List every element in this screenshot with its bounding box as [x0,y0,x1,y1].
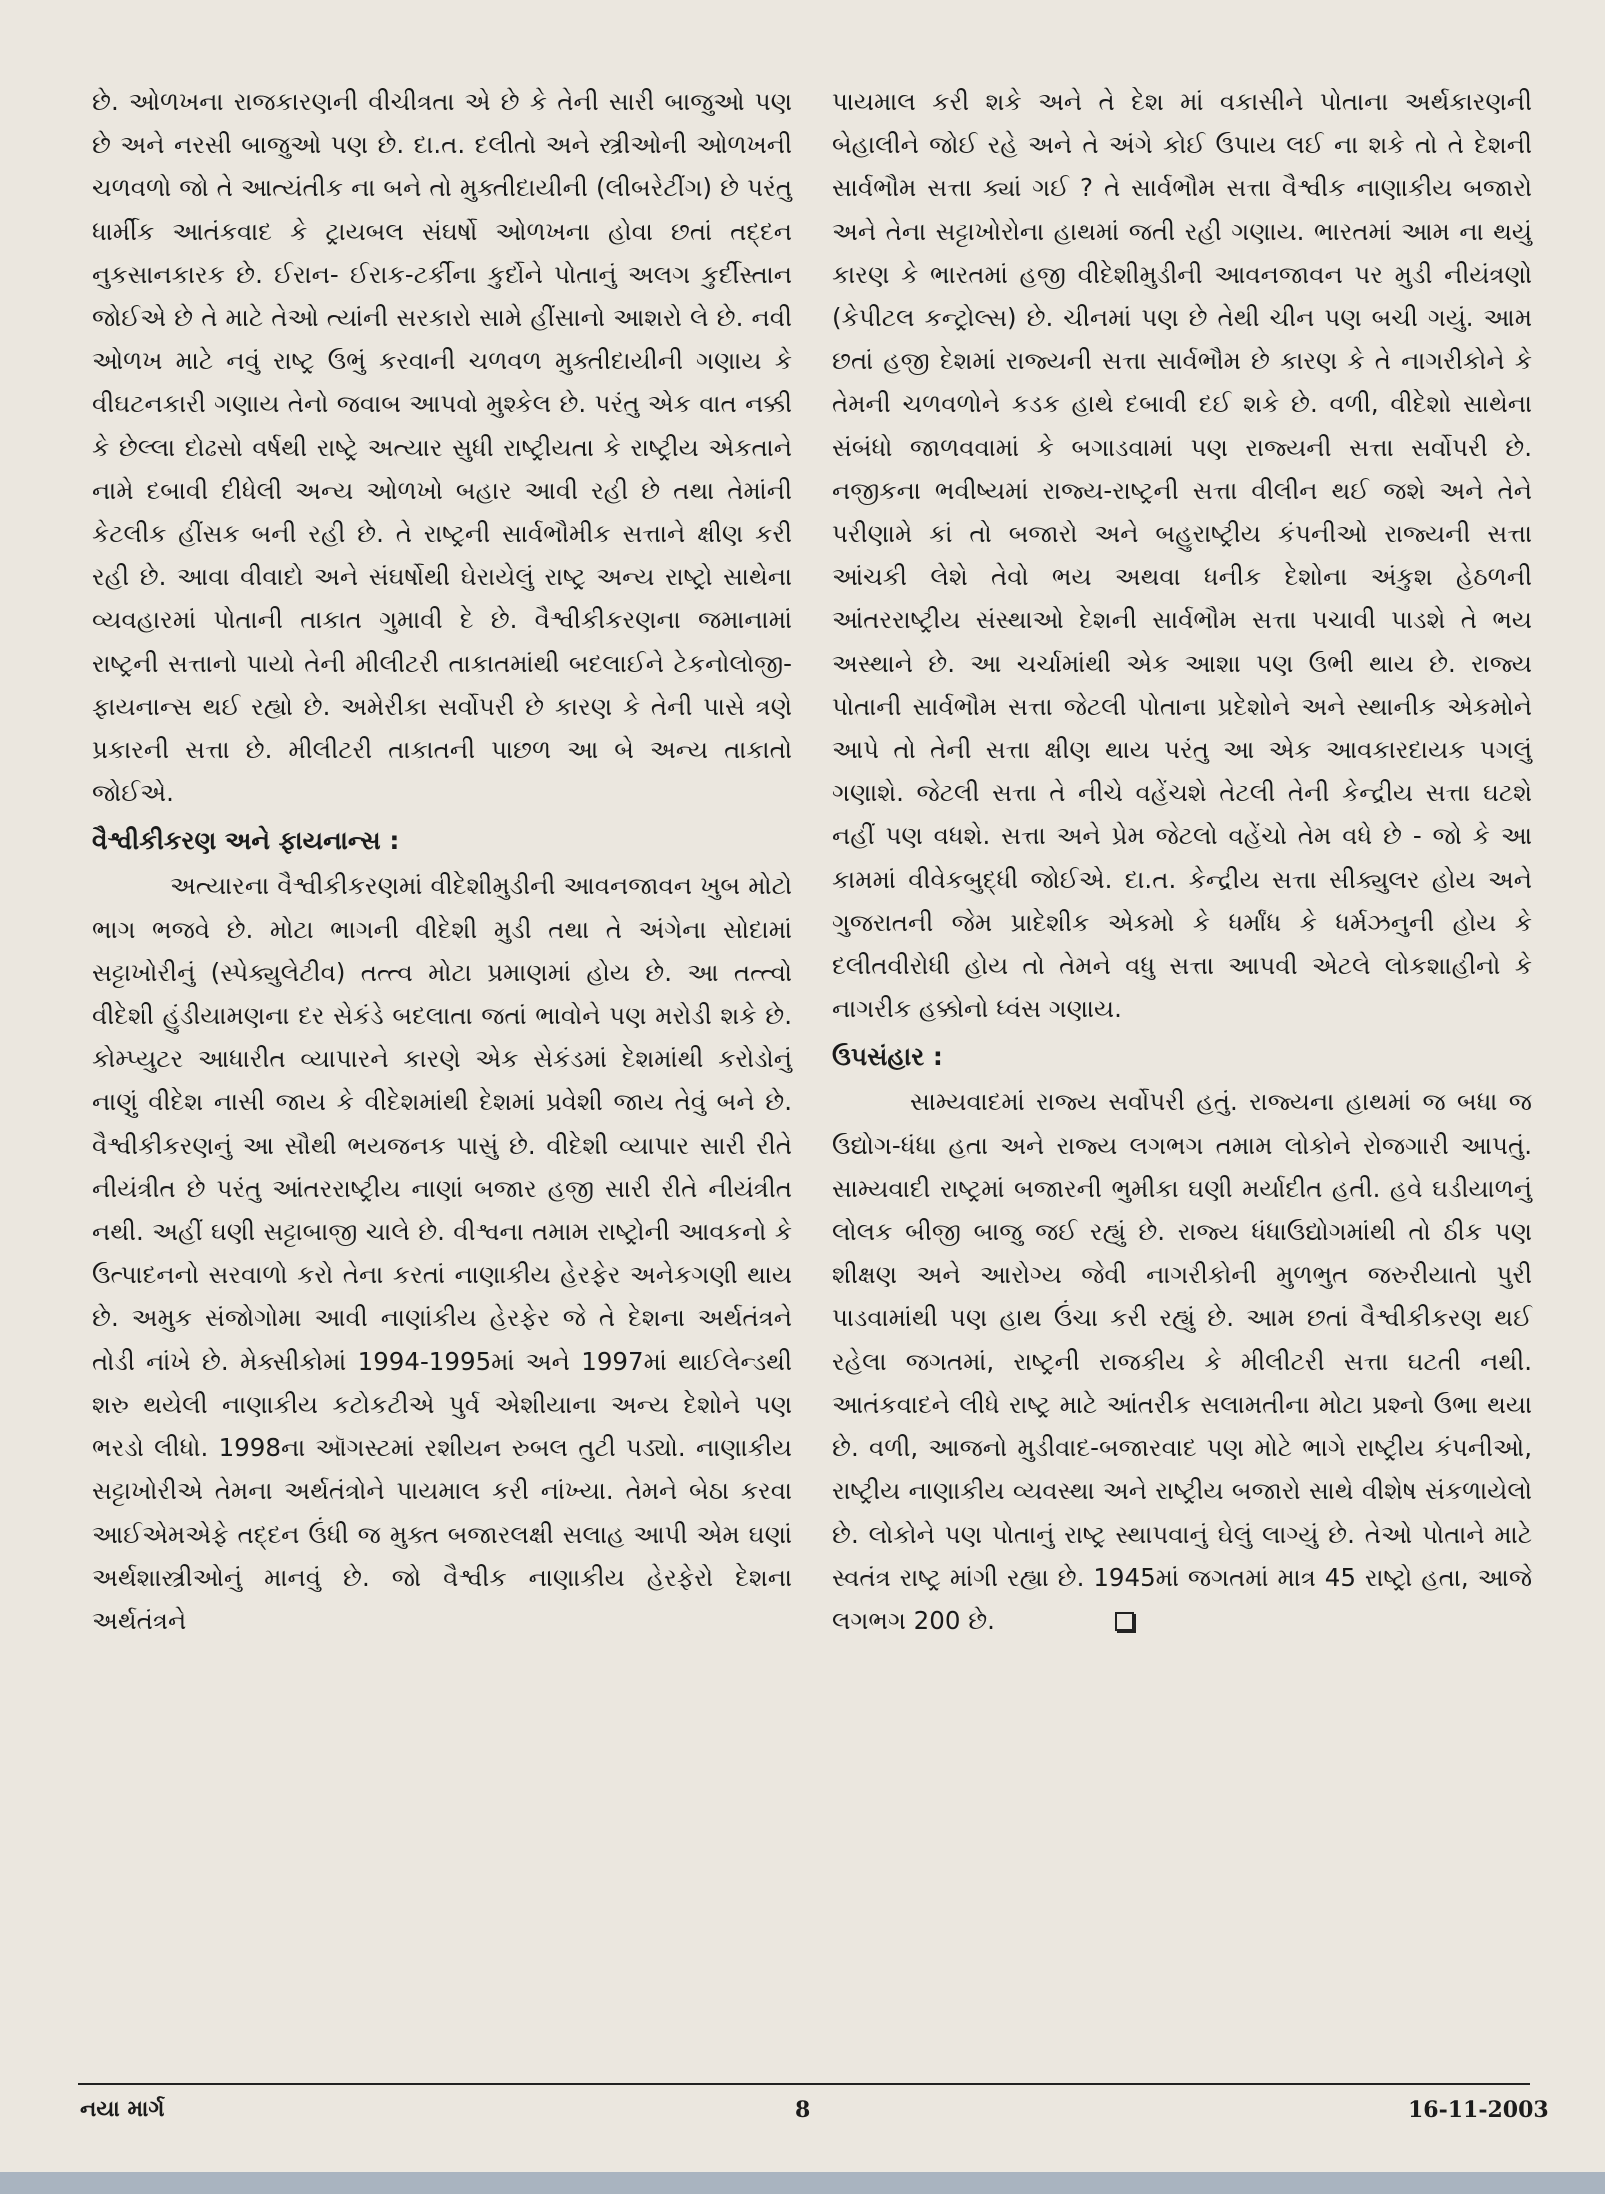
scan-edge [0,2172,1605,2194]
publication-name: નયા માર્ગ [80,2097,165,2122]
right-column [832,80,1532,1642]
left-column [92,80,792,1642]
paragraph [832,1080,1532,1642]
paragraph: પાયમાલ કરી શકે અને તે દેશ માં વકાસીને પોતાના અર્થકારણની બેહાલીને જોઈ રહે અને તે અંગે કોઈ ઉપાય લઈ ના શકે તો તે દેશની સાર્વભૌમ સત્તા ક્યાં ગઈ ? તે સાર્વભૌમ સત્તા વૈશ્વીક નાણાકીય બજારો અને તેના સટ્ટાખોરોના હાથમાં જતી રહી ગણાય. ભારતમાં આમ ના થયું કારણ કે ભારતમાં હજી વીદેશીમુડીની આવનજાવન પર મુડી નીયંત્રણો (કેપીટલ કન્ટ્રોલ્સ) છે. ચીનમાં પણ છે તેથી ચીન પણ બચી ગયું. આમ છતાં હજી દેશમાં રાજ્યની સત્તા સાર્વભૌમ છે કારણ કે તે નાગરીકોને કે તેમની ચળવળોને કડક હાથે દબાવી દઈ શકે છે. વળી, વીદેશો સાથેના સંબંધો જાળવવામાં કે બગાડવામાં પણ રાજ્યની સત્તા સર્વોપરી છે. નજીકના ભવીષ્યમાં રાજ્ય-રાષ્ટ્રની સત્તા વીલીન થઈ જશે અને તેને પરીણામે કાં તો બજારો અને બહુરાષ્ટ્રીય કંપનીઓ રાજ્યની સત્તા આંચકી લેશે તેવો ભય અથવા ધનીક દેશોના અંકુશ હેઠળની આંતરરાષ્ટ્રીય સંસ્થાઓ દેશની સાર્વભૌમ સત્તા પચાવી પાડશે તે ભય અસ્થાને છે. આ ચર્ચામાંથી એક આશા પણ ઉભી થાય છે. રાજ્ય પોતાની સાર્વભૌમ સત્તા જેટલી પોતાના પ્રદેશોને અને સ્થાનીક એકમોને આપે તો તેની સત્તા ક્ષીણ થાય પરંતુ આ એક આવકારદાયક પગલું ગણાશે. જેટલી સત્તા તે નીચે વહેંચશે તેટલી તેની કેન્દ્રીય સત્તા ઘટશે નહીં પણ વધશે. સત્તા અને પ્રેમ જેટલો વહેંચો તેમ વધે છે - જો કે આ કામમાં વીવેકબુદ્ધી જોઈએ. દા.ત. કેન્દ્રીય સત્તા સીક્યુલર હોય અને ગુજરાતની જેમ પ્રાદેશીક એકમો કે ધર્માંધ કે ધર્મઝનુની હોય કે દલીતવીરોધી હોય તો તેમને વધુ સત્તા આપવી એટલે લોકશાહીનો કે નાગરીક હક્કોનો ધ્વંસ ગણાય. [832,87,1532,1024]
section-heading: વૈશ્વીકીકરણ અને ફાયનાન્સ : [92,826,400,856]
section-heading: ઉપસંહાર : [832,1042,943,1072]
page-number: 8 [795,2097,811,2123]
issue-date: 16-11-2003 [1408,2097,1549,2123]
paragraph: અત્યારના વૈશ્વીકીકરણમાં વીદેશીમુડીની આવનજાવન ખુબ મોટો ભાગ ભજવે છે. મોટા ભાગની વીદેશી મુડી તથા તે અંગેના સોદામાં સટ્ટાખોરીનું (સ્પેક્યુલેટીવ) તત્ત્વ મોટા પ્રમાણમાં હોય છે. આ તત્ત્વો વીદેશી હુંડીયામણના દર સેકંડે બદલાતા જતાં ભાવોને પણ મરોડી શકે છે. કોમ્પ્યુટર આધારીત વ્યાપારને કારણે એક સેકંડમાં દેશમાંથી કરોડોનું નાણું વીદેશ નાસી જાય કે વીદેશમાંથી દેશમાં પ્રવેશી જાય તેવું બને છે. વૈશ્વીકીકરણનું આ સૌથી ભયજનક પાસું છે. વીદેશી વ્યાપાર સારી રીતે નીયંત્રીત છે પરંતુ આંતરરાષ્ટ્રીય નાણાં બજાર હજી સારી રીતે નીયંત્રીત નથી. અહીં ઘણી સટ્ટાબાજી ચાલે છે. વીશ્વના તમામ રાષ્ટ્રોની આવકનો કે ઉત્પાદનનો સરવાળો કરો તેના કરતાં નાણાકીય હેરફેર અનેકગણી થાય છે. અમુક સંજોગોમા આવી નાણાંકીય હેરફેર જે તે દેશના અર્થતંત્રને તોડી નાંખે છે. મેક્સીકોમાં 1994-1995માં અને 1997માં થાઈલેન્ડથી શરુ થયેલી નાણાકીય કટોકટીએ પુર્વ એશીયાના અન્ય દેશોને પણ ભરડો લીધો. 1998ના ઑગસ્ટમાં રશીયન રુબલ તુટી પડ્યો. નાણાકીય સટ્ટાખોરીએ તેમના અર્થતંત્રોને પાયમાલ કરી નાંખ્યા. તેમને બેઠા કરવા આઈએમએફે તદ્દન ઉંધી જ મુક્ત બજારલક્ષી સલાહ આપી એમ ઘણાં અર્થશાસ્ત્રીઓનું માનવું છે. જો વૈશ્વીક નાણાકીય હેરફેરો દેશના અર્થતંત્રને [92,871,792,1635]
footer-divider [78,2083,1530,2085]
paragraph: છે. ઓળખના રાજકારણની વીચીત્રતા એ છે કે તેની સારી બાજુઓ પણ છે અને નરસી બાજુઓ પણ છે. દા.ત. દલીતો અને સ્ત્રીઓની ઓળખની ચળવળો જો તે આત્યંતીક ના બને તો મુક્તીદાયીની (લીબરેટીંગ) છે પરંતુ ધાર્મીક આતંકવાદ કે ટ્રાયબલ સંઘર્ષો ઓળખના હોવા છતાં તદ્દન નુકસાનકારક છે. ઈરાન- ઈરાક-ટર્કીના કુર્દોને પોતાનું અલગ કુર્દીસ્તાન જોઈએ છે તે માટે તેઓ ત્યાંની સરકારો સામે હીંસાનો આશરો લે છે. નવી ઓળખ માટે નવું રાષ્ટ્ર ઉભું કરવાની ચળવળ મુક્તીદાયીની ગણાય કે વીઘટનકારી ગણાય તેનો જવાબ આપવો મુશ્કેલ છે. પરંતુ એક વાત નક્કી કે છેલ્લા દોઢસો વર્ષથી રાષ્ટ્રે અત્યાર સુધી રાષ્ટ્રીયતા કે રાષ્ટ્રીય એકતાને નામે દબાવી દીધેલી અન્ય ઓળખો બહાર આવી રહી છે તથા તેમાંની કેટલીક હીંસક બની રહી છે. તે રાષ્ટ્રની સાર્વભૌમીક સત્તાને ક્ષીણ કરી રહી છે. આવા વીવાદો અને સંઘર્ષોથી ઘેરાયેલું રાષ્ટ્ર અન્ય રાષ્ટ્રો સાથેના વ્યવહારમાં પોતાની તાકાત ગુમાવી દે છે. વૈશ્વીકીકરણના જમાનામાં રાષ્ટ્રની સત્તાનો પાયો તેની મીલીટરી તાકાતમાંથી બદલાઈને ટેકનોલોજી-ફાયનાન્સ થઈ રહ્યો છે. અમેરીકા સર્વોપરી છે કારણ કે તેની પાસે ત્રણે પ્રકારની સત્તા છે. મીલીટરી તાકાતની પાછળ આ બે અન્ય તાકાતો જોઈએ. [92,87,792,808]
end-of-article-icon [1115,1612,1134,1631]
paragraph-text: સામ્યવાદમાં રાજ્ય સર્વોપરી હતું. રાજ્યના હાથમાં જ બધા જ ઉદ્યોગ-ધંધા હતા અને રાજ્ય લગભગ તમામ લોકોને રોજગારી આપતું. સામ્યવાદી રાષ્ટ્રમાં બજારની ભુમીકા ઘણી મર્યાદીત હતી. હવે ઘડીયાળનું લોલક બીજી બાજુ જઈ રહ્યું છે. રાજ્ય ધંધાઉદ્યોગમાંથી તો ઠીક પણ શીક્ષણ અને આરોગ્ય જેવી નાગરીકોની મુળભુત જરુરીયાતો પુરી પાડવામાંથી પણ હાથ ઉંચા કરી રહ્યું છે. આમ છતાં વૈશ્વીકીકરણ થઈ રહેલા જગતમાં, રાષ્ટ્રની રાજકીય કે મીલીટરી સત્તા ઘટતી નથી. આતંકવાદને લીધે રાષ્ટ્ર માટે આંતરીક સલામતીના મોટા પ્રશ્નો ઉભા થયા છે. વળી, આજનો મુડીવાદ-બજારવાદ પણ મોટે ભાગે રાષ્ટ્રીય કંપનીઓ, રાષ્ટ્રીય નાણાકીય વ્યવસ્થા અને રાષ્ટ્રીય બજારો સાથે વીશેષ સંકળાયેલો છે. લોકોને પણ પોતાનું રાષ્ટ્ર સ્થાપવાનું ઘેલું લાગ્યું છે. તેઓ પોતાને માટે સ્વતંત્ર રાષ્ટ્ર માંગી રહ્યા છે. 1945માં જગતમાં માત્ર 45 રાષ્ટ્રો હતા, આજે લગભગ 200 છે. [832,1087,1532,1635]
